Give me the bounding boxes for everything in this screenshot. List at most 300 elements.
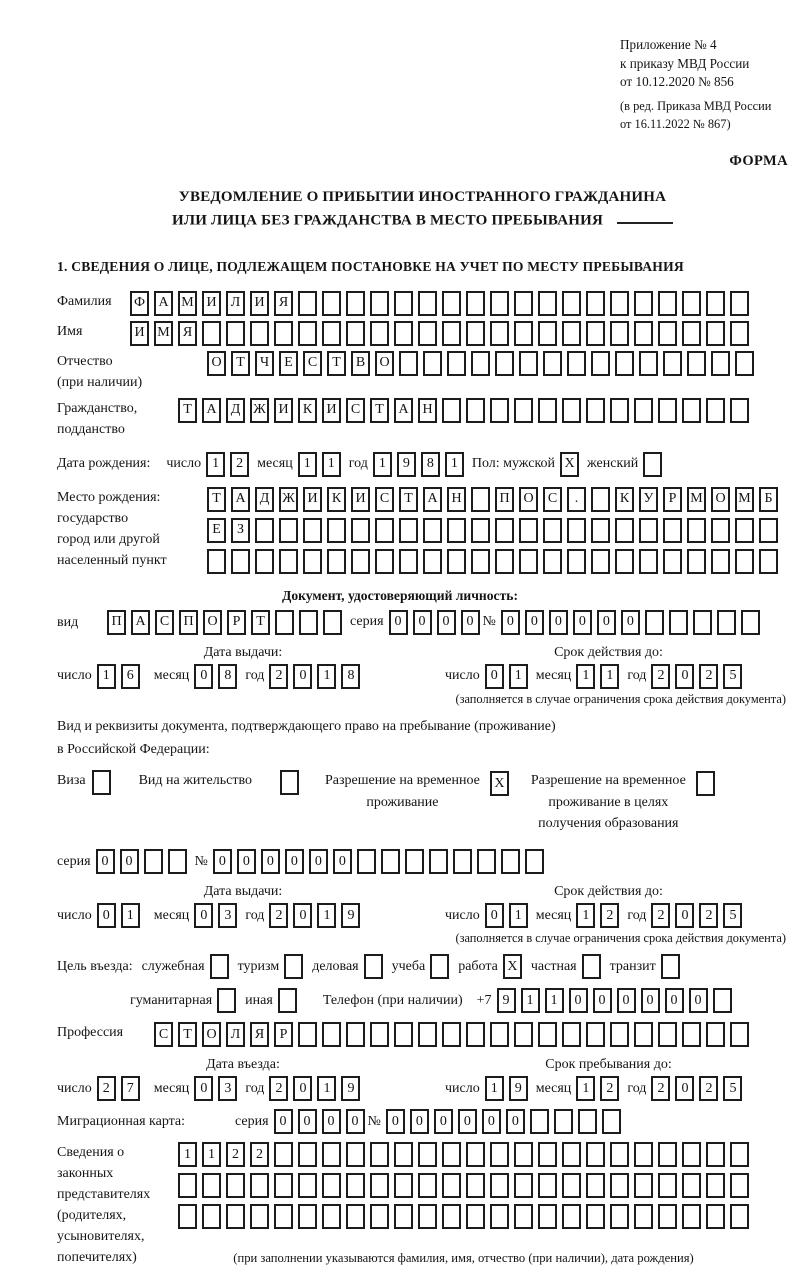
purpose-transit-checkbox[interactable] xyxy=(661,954,680,979)
char-box[interactable]: Т xyxy=(327,351,346,376)
char-box[interactable] xyxy=(471,518,490,543)
purpose-humanitarian-checkbox[interactable] xyxy=(217,988,236,1013)
char-box[interactable]: 0 xyxy=(285,849,304,874)
char-box[interactable] xyxy=(658,1204,677,1229)
char-box[interactable] xyxy=(327,549,346,574)
char-box[interactable] xyxy=(375,549,394,574)
char-box[interactable] xyxy=(578,1109,597,1134)
char-box[interactable] xyxy=(442,1173,461,1198)
char-box[interactable] xyxy=(323,610,342,635)
char-box[interactable] xyxy=(634,1204,653,1229)
char-box[interactable]: 2 xyxy=(600,903,619,928)
char-box[interactable] xyxy=(370,1173,389,1198)
char-box[interactable]: 1 xyxy=(521,988,540,1013)
char-box[interactable] xyxy=(466,398,485,423)
char-box[interactable]: 0 xyxy=(689,988,708,1013)
char-box[interactable] xyxy=(346,1142,365,1167)
char-box[interactable] xyxy=(586,1204,605,1229)
char-box[interactable] xyxy=(591,351,610,376)
char-box[interactable]: 0 xyxy=(525,610,544,635)
char-box[interactable]: X xyxy=(490,771,509,796)
char-box[interactable]: Я xyxy=(250,1022,269,1047)
char-box[interactable]: 1 xyxy=(317,1076,336,1101)
char-box[interactable]: 8 xyxy=(421,452,440,477)
char-box[interactable]: М xyxy=(178,291,197,316)
char-box[interactable] xyxy=(275,610,294,635)
char-box[interactable]: Н xyxy=(418,398,437,423)
char-box[interactable]: 2 xyxy=(651,664,670,689)
char-box[interactable]: У xyxy=(639,487,658,512)
char-box[interactable]: 5 xyxy=(723,903,742,928)
char-box[interactable]: Т xyxy=(231,351,250,376)
char-box[interactable]: 0 xyxy=(389,610,408,635)
char-box[interactable] xyxy=(168,849,187,874)
char-box[interactable]: 9 xyxy=(341,903,360,928)
char-box[interactable]: И xyxy=(250,291,269,316)
char-box[interactable]: М xyxy=(154,321,173,346)
char-box[interactable] xyxy=(658,1022,677,1047)
purpose-tourism-checkbox[interactable] xyxy=(284,954,303,979)
char-box[interactable] xyxy=(661,954,680,979)
char-box[interactable]: 2 xyxy=(600,1076,619,1101)
char-box[interactable]: 0 xyxy=(506,1109,525,1134)
char-box[interactable] xyxy=(658,1173,677,1198)
char-box[interactable]: 0 xyxy=(322,1109,341,1134)
char-box[interactable] xyxy=(370,1022,389,1047)
char-box[interactable]: 0 xyxy=(386,1109,405,1134)
char-box[interactable] xyxy=(741,610,760,635)
char-box[interactable] xyxy=(562,321,581,346)
char-box[interactable]: 1 xyxy=(576,903,595,928)
char-box[interactable] xyxy=(394,1142,413,1167)
char-box[interactable]: Д xyxy=(226,398,245,423)
char-box[interactable] xyxy=(471,351,490,376)
char-box[interactable] xyxy=(346,291,365,316)
char-box[interactable]: 9 xyxy=(341,1076,360,1101)
char-box[interactable] xyxy=(226,321,245,346)
char-box[interactable] xyxy=(466,321,485,346)
char-box[interactable]: М xyxy=(735,487,754,512)
char-box[interactable] xyxy=(514,1173,533,1198)
char-box[interactable] xyxy=(394,1204,413,1229)
char-box[interactable] xyxy=(375,518,394,543)
char-box[interactable] xyxy=(327,518,346,543)
char-box[interactable]: 2 xyxy=(226,1142,245,1167)
char-box[interactable]: 0 xyxy=(237,849,256,874)
char-box[interactable] xyxy=(658,321,677,346)
char-box[interactable] xyxy=(346,321,365,346)
char-box[interactable] xyxy=(759,518,778,543)
char-box[interactable] xyxy=(615,518,634,543)
char-box[interactable] xyxy=(351,549,370,574)
char-box[interactable] xyxy=(639,351,658,376)
char-box[interactable]: 0 xyxy=(120,849,139,874)
char-box[interactable]: 1 xyxy=(485,1076,504,1101)
char-box[interactable] xyxy=(706,398,725,423)
char-box[interactable] xyxy=(423,518,442,543)
char-box[interactable]: О xyxy=(711,487,730,512)
char-box[interactable]: 3 xyxy=(218,1076,237,1101)
char-box[interactable]: 5 xyxy=(723,664,742,689)
char-box[interactable] xyxy=(447,518,466,543)
char-box[interactable]: Р xyxy=(227,610,246,635)
char-box[interactable]: 0 xyxy=(96,849,115,874)
char-box[interactable] xyxy=(298,1204,317,1229)
char-box[interactable] xyxy=(370,1204,389,1229)
char-box[interactable]: . xyxy=(567,487,586,512)
char-box[interactable] xyxy=(423,351,442,376)
char-box[interactable]: 0 xyxy=(675,1076,694,1101)
char-box[interactable] xyxy=(298,291,317,316)
char-box[interactable]: Н xyxy=(447,487,466,512)
char-box[interactable] xyxy=(471,487,490,512)
char-box[interactable] xyxy=(394,1022,413,1047)
char-box[interactable]: 8 xyxy=(341,664,360,689)
char-box[interactable] xyxy=(538,321,557,346)
char-box[interactable] xyxy=(514,321,533,346)
char-box[interactable] xyxy=(298,321,317,346)
char-box[interactable] xyxy=(442,1204,461,1229)
char-box[interactable] xyxy=(430,954,449,979)
visa-checkbox[interactable] xyxy=(92,770,111,795)
char-box[interactable] xyxy=(514,1204,533,1229)
char-box[interactable]: С xyxy=(543,487,562,512)
char-box[interactable] xyxy=(322,291,341,316)
char-box[interactable]: Е xyxy=(279,351,298,376)
char-box[interactable]: С xyxy=(155,610,174,635)
char-box[interactable]: С xyxy=(346,398,365,423)
char-box[interactable]: Т xyxy=(207,487,226,512)
char-box[interactable] xyxy=(399,351,418,376)
char-box[interactable] xyxy=(447,549,466,574)
char-box[interactable] xyxy=(346,1173,365,1198)
char-box[interactable] xyxy=(706,1022,725,1047)
char-box[interactable] xyxy=(442,321,461,346)
char-box[interactable] xyxy=(274,1142,293,1167)
char-box[interactable]: 0 xyxy=(298,1109,317,1134)
char-box[interactable] xyxy=(418,1142,437,1167)
char-box[interactable] xyxy=(250,321,269,346)
char-box[interactable] xyxy=(735,351,754,376)
char-box[interactable] xyxy=(713,988,732,1013)
char-box[interactable]: 1 xyxy=(445,452,464,477)
char-box[interactable] xyxy=(639,518,658,543)
gender-female-checkbox[interactable] xyxy=(643,452,662,477)
char-box[interactable] xyxy=(217,988,236,1013)
char-box[interactable] xyxy=(298,1022,317,1047)
char-box[interactable] xyxy=(538,398,557,423)
char-box[interactable] xyxy=(634,1022,653,1047)
char-box[interactable]: 0 xyxy=(549,610,568,635)
char-box[interactable] xyxy=(711,518,730,543)
char-box[interactable] xyxy=(178,1204,197,1229)
char-box[interactable]: 0 xyxy=(213,849,232,874)
char-box[interactable] xyxy=(202,1204,221,1229)
char-box[interactable]: 7 xyxy=(121,1076,140,1101)
char-box[interactable] xyxy=(280,770,299,795)
char-box[interactable]: К xyxy=(298,398,317,423)
temp-permit-checkbox[interactable] xyxy=(490,771,509,796)
char-box[interactable]: 0 xyxy=(194,664,213,689)
char-box[interactable]: Ч xyxy=(255,351,274,376)
char-box[interactable] xyxy=(178,1173,197,1198)
char-box[interactable]: 0 xyxy=(410,1109,429,1134)
char-box[interactable] xyxy=(610,1022,629,1047)
char-box[interactable]: П xyxy=(107,610,126,635)
char-box[interactable] xyxy=(231,549,250,574)
char-box[interactable] xyxy=(423,549,442,574)
purpose-work-checkbox[interactable] xyxy=(503,954,522,979)
purpose-other-checkbox[interactable] xyxy=(278,988,297,1013)
char-box[interactable] xyxy=(357,849,376,874)
char-box[interactable] xyxy=(663,549,682,574)
char-box[interactable]: 0 xyxy=(309,849,328,874)
char-box[interactable] xyxy=(284,954,303,979)
char-box[interactable] xyxy=(322,1022,341,1047)
char-box[interactable] xyxy=(226,1204,245,1229)
char-box[interactable]: 1 xyxy=(97,664,116,689)
char-box[interactable] xyxy=(418,1204,437,1229)
purpose-commercial-checkbox[interactable] xyxy=(364,954,383,979)
char-box[interactable]: Е xyxy=(207,518,226,543)
char-box[interactable] xyxy=(730,1022,749,1047)
char-box[interactable] xyxy=(299,610,318,635)
char-box[interactable] xyxy=(447,351,466,376)
char-box[interactable] xyxy=(399,549,418,574)
char-box[interactable]: 0 xyxy=(485,664,504,689)
char-box[interactable] xyxy=(562,1204,581,1229)
char-box[interactable] xyxy=(687,518,706,543)
char-box[interactable]: О xyxy=(203,610,222,635)
char-box[interactable] xyxy=(466,1204,485,1229)
char-box[interactable]: 0 xyxy=(346,1109,365,1134)
gender-male-checkbox[interactable] xyxy=(560,452,579,477)
char-box[interactable]: 0 xyxy=(569,988,588,1013)
char-box[interactable]: 1 xyxy=(509,903,528,928)
char-box[interactable]: И xyxy=(274,398,293,423)
char-box[interactable]: О xyxy=(207,351,226,376)
char-box[interactable] xyxy=(322,1142,341,1167)
char-box[interactable]: 2 xyxy=(651,903,670,928)
char-box[interactable]: А xyxy=(154,291,173,316)
char-box[interactable] xyxy=(693,610,712,635)
char-box[interactable] xyxy=(442,1142,461,1167)
char-box[interactable]: 6 xyxy=(121,664,140,689)
char-box[interactable] xyxy=(453,849,472,874)
char-box[interactable] xyxy=(706,321,725,346)
char-box[interactable] xyxy=(634,1142,653,1167)
char-box[interactable] xyxy=(466,1173,485,1198)
char-box[interactable]: 2 xyxy=(250,1142,269,1167)
char-box[interactable]: 2 xyxy=(651,1076,670,1101)
char-box[interactable] xyxy=(696,771,715,796)
char-box[interactable]: 2 xyxy=(699,1076,718,1101)
char-box[interactable] xyxy=(405,849,424,874)
char-box[interactable] xyxy=(706,1204,725,1229)
char-box[interactable]: Я xyxy=(178,321,197,346)
char-box[interactable] xyxy=(495,518,514,543)
char-box[interactable]: 0 xyxy=(458,1109,477,1134)
char-box[interactable]: 0 xyxy=(621,610,640,635)
char-box[interactable] xyxy=(538,1142,557,1167)
char-box[interactable]: 1 xyxy=(373,452,392,477)
char-box[interactable] xyxy=(210,954,229,979)
char-box[interactable] xyxy=(562,1142,581,1167)
char-box[interactable] xyxy=(274,1204,293,1229)
char-box[interactable] xyxy=(730,291,749,316)
char-box[interactable] xyxy=(490,291,509,316)
char-box[interactable] xyxy=(706,1142,725,1167)
char-box[interactable] xyxy=(706,1173,725,1198)
char-box[interactable] xyxy=(639,549,658,574)
char-box[interactable]: 1 xyxy=(317,903,336,928)
char-box[interactable]: 0 xyxy=(333,849,352,874)
char-box[interactable]: 1 xyxy=(322,452,341,477)
char-box[interactable] xyxy=(591,518,610,543)
char-box[interactable]: Б xyxy=(759,487,778,512)
char-box[interactable]: З xyxy=(231,518,250,543)
char-box[interactable]: П xyxy=(179,610,198,635)
char-box[interactable] xyxy=(586,321,605,346)
char-box[interactable] xyxy=(669,610,688,635)
char-box[interactable]: 1 xyxy=(206,452,225,477)
char-box[interactable] xyxy=(490,398,509,423)
char-box[interactable]: 0 xyxy=(437,610,456,635)
char-box[interactable]: Т xyxy=(399,487,418,512)
char-box[interactable] xyxy=(682,1204,701,1229)
char-box[interactable]: Ф xyxy=(130,291,149,316)
char-box[interactable] xyxy=(490,321,509,346)
char-box[interactable]: 2 xyxy=(269,1076,288,1101)
char-box[interactable] xyxy=(730,398,749,423)
char-box[interactable]: 0 xyxy=(482,1109,501,1134)
char-box[interactable] xyxy=(538,291,557,316)
char-box[interactable]: И xyxy=(351,487,370,512)
char-box[interactable]: 0 xyxy=(501,610,520,635)
char-box[interactable] xyxy=(610,291,629,316)
char-box[interactable]: 1 xyxy=(576,1076,595,1101)
char-box[interactable]: 0 xyxy=(675,664,694,689)
char-box[interactable] xyxy=(418,291,437,316)
char-box[interactable] xyxy=(538,1204,557,1229)
char-box[interactable]: 0 xyxy=(413,610,432,635)
char-box[interactable] xyxy=(381,849,400,874)
char-box[interactable] xyxy=(634,398,653,423)
char-box[interactable] xyxy=(543,351,562,376)
char-box[interactable] xyxy=(394,321,413,346)
char-box[interactable]: И xyxy=(303,487,322,512)
char-box[interactable]: И xyxy=(202,291,221,316)
purpose-private-checkbox[interactable] xyxy=(582,954,601,979)
char-box[interactable]: 1 xyxy=(600,664,619,689)
char-box[interactable] xyxy=(466,1142,485,1167)
char-box[interactable]: 0 xyxy=(665,988,684,1013)
char-box[interactable]: И xyxy=(130,321,149,346)
char-box[interactable] xyxy=(250,1173,269,1198)
char-box[interactable] xyxy=(658,398,677,423)
char-box[interactable]: Л xyxy=(226,1022,245,1047)
char-box[interactable]: В xyxy=(351,351,370,376)
purpose-study-checkbox[interactable] xyxy=(430,954,449,979)
char-box[interactable] xyxy=(687,351,706,376)
char-box[interactable] xyxy=(562,1022,581,1047)
char-box[interactable] xyxy=(303,549,322,574)
char-box[interactable]: 0 xyxy=(617,988,636,1013)
char-box[interactable]: 0 xyxy=(573,610,592,635)
char-box[interactable] xyxy=(582,954,601,979)
char-box[interactable]: 1 xyxy=(576,664,595,689)
char-box[interactable]: П xyxy=(495,487,514,512)
char-box[interactable] xyxy=(634,321,653,346)
char-box[interactable] xyxy=(615,351,634,376)
char-box[interactable] xyxy=(567,518,586,543)
char-box[interactable]: 2 xyxy=(97,1076,116,1101)
char-box[interactable] xyxy=(543,518,562,543)
char-box[interactable]: Т xyxy=(178,398,197,423)
char-box[interactable] xyxy=(519,549,538,574)
char-box[interactable] xyxy=(643,452,662,477)
char-box[interactable] xyxy=(658,291,677,316)
char-box[interactable]: Р xyxy=(663,487,682,512)
char-box[interactable] xyxy=(418,1022,437,1047)
char-box[interactable] xyxy=(586,1142,605,1167)
char-box[interactable] xyxy=(610,1142,629,1167)
char-box[interactable] xyxy=(591,549,610,574)
char-box[interactable]: 5 xyxy=(723,1076,742,1101)
char-box[interactable]: Л xyxy=(226,291,245,316)
char-box[interactable]: Ж xyxy=(250,398,269,423)
char-box[interactable]: 2 xyxy=(699,903,718,928)
char-box[interactable] xyxy=(586,398,605,423)
char-box[interactable]: 1 xyxy=(298,452,317,477)
char-box[interactable] xyxy=(418,321,437,346)
char-box[interactable] xyxy=(538,1173,557,1198)
char-box[interactable]: 0 xyxy=(261,849,280,874)
char-box[interactable] xyxy=(730,1173,749,1198)
char-box[interactable] xyxy=(730,1142,749,1167)
char-box[interactable]: 1 xyxy=(202,1142,221,1167)
char-box[interactable] xyxy=(501,849,520,874)
char-box[interactable] xyxy=(682,398,701,423)
char-box[interactable] xyxy=(615,549,634,574)
char-box[interactable] xyxy=(471,549,490,574)
char-box[interactable] xyxy=(682,1022,701,1047)
char-box[interactable]: 1 xyxy=(178,1142,197,1167)
char-box[interactable]: Я xyxy=(274,291,293,316)
char-box[interactable] xyxy=(759,549,778,574)
char-box[interactable]: С xyxy=(303,351,322,376)
char-box[interactable] xyxy=(519,518,538,543)
char-box[interactable] xyxy=(525,849,544,874)
char-box[interactable] xyxy=(394,291,413,316)
char-box[interactable] xyxy=(645,610,664,635)
char-box[interactable] xyxy=(514,1142,533,1167)
char-box[interactable]: О xyxy=(202,1022,221,1047)
char-box[interactable]: И xyxy=(322,398,341,423)
char-box[interactable] xyxy=(602,1109,621,1134)
char-box[interactable] xyxy=(429,849,448,874)
char-box[interactable]: С xyxy=(375,487,394,512)
char-box[interactable] xyxy=(298,1173,317,1198)
char-box[interactable] xyxy=(202,321,221,346)
char-box[interactable]: 0 xyxy=(675,903,694,928)
char-box[interactable]: 0 xyxy=(434,1109,453,1134)
char-box[interactable] xyxy=(682,1173,701,1198)
char-box[interactable]: Р xyxy=(274,1022,293,1047)
char-box[interactable] xyxy=(442,291,461,316)
char-box[interactable] xyxy=(279,549,298,574)
char-box[interactable] xyxy=(490,1173,509,1198)
